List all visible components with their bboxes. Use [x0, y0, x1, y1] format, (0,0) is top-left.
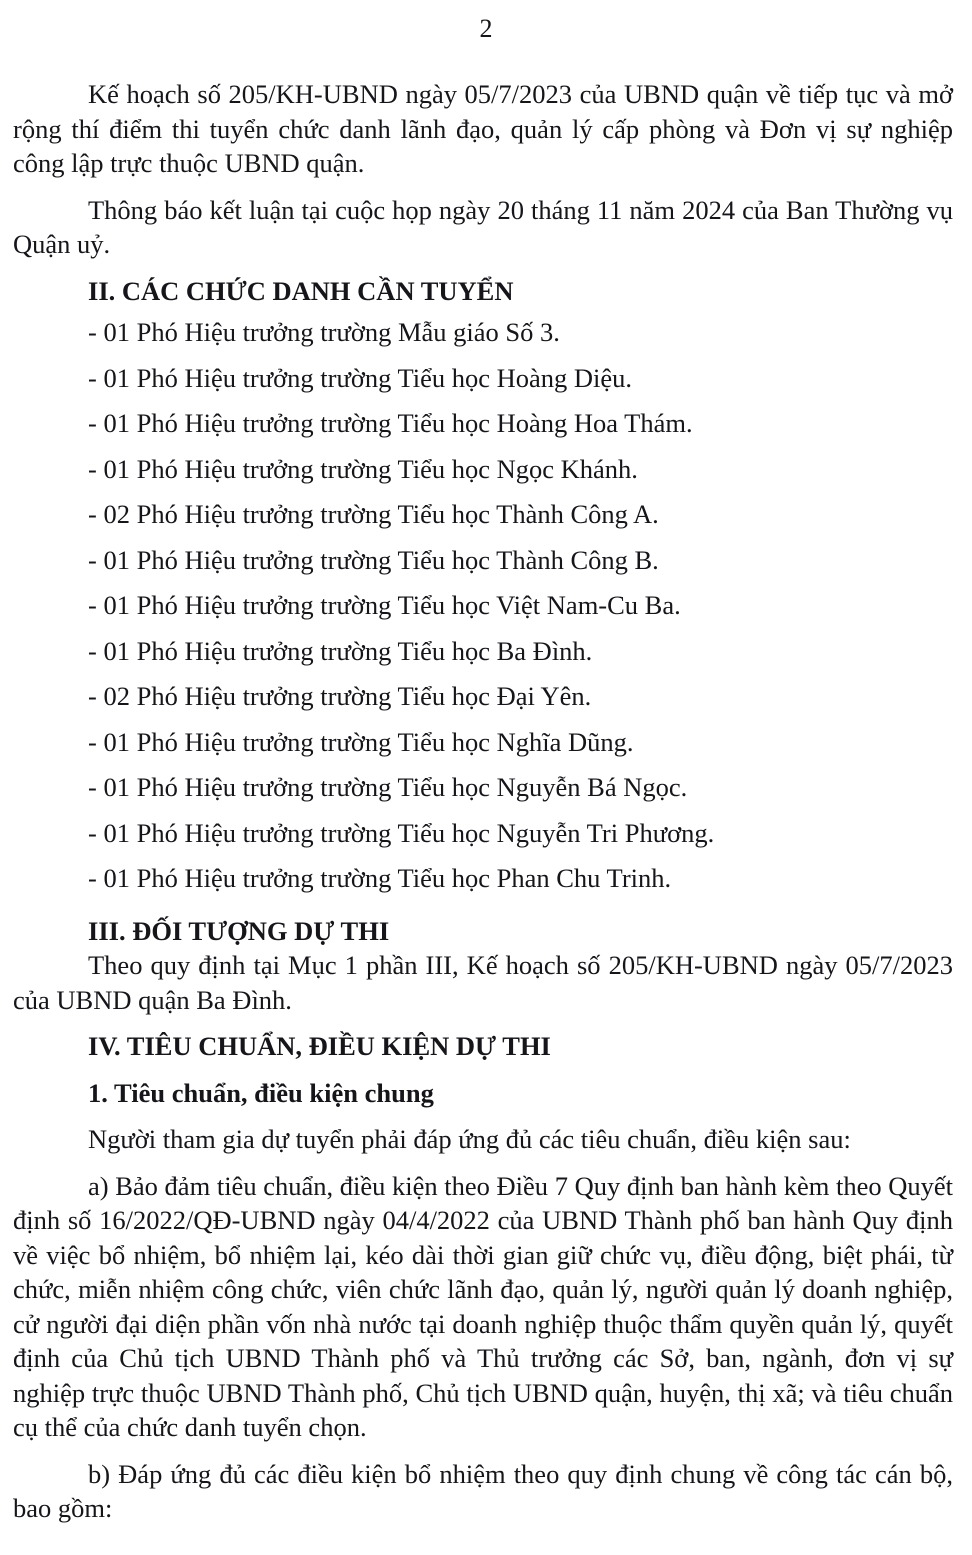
- list-item: - 01 Phó Hiệu trưởng trường Tiểu học Ngọc Khánh.: [88, 453, 638, 484]
- list-item: - 01 Phó Hiệu trưởng trường Tiểu học Nguyễn Tri Phương.: [88, 817, 715, 848]
- section-ii-heading: II. CÁC CHỨC DANH CẦN TUYỂN: [88, 275, 514, 306]
- document-body: [13, 77, 953, 1526]
- section-iii-heading: III. ĐỐI TƯỢNG DỰ THI: [88, 915, 390, 946]
- page-number: 2: [479, 14, 493, 43]
- list-item: - 02 Phó Hiệu trưởng trường Tiểu học Đại Yên.: [88, 681, 592, 711]
- intro-paragraph-notice: Thông báo kết luận tại cuộc họp ngày 20 tháng 11 năm 2024 của Ban Thường vụ Quận uỷ.: [13, 194, 953, 259]
- section-iv-paragraph-a: a) Bảo đảm tiêu chuẩn, điều kiện theo Điều 7 Quy định ban hành kèm theo Quyết định số 16/2022/QĐ-UBND ngày 04/4/2022 của UBND Thành phố ban hành Quy định về việc bổ nhiệm, bổ nhiệm lại, kéo dài thời gian giữ chức vụ, điều động, biệt phái, từ chức, miễn nhiệm công chức, viên chức lãnh đạo, quản lý, người quản lý doanh nghiệp, cử người đại diện phần vốn nhà nước tại doanh nghiệp thuộc thẩm quyền quản lý, quyết định của Chủ tịch UBND Thành phố và Thủ trưởng các Sở, ban, ngành, đơn vị sự nghiệp trực thuộc UBND Thành phố, Chủ tịch UBND quận, huyện, thị xã; và tiêu chuẩn cụ thể của chức danh tuyển chọn.: [13, 1170, 953, 1442]
- list-item: - 01 Phó Hiệu trưởng trường Tiểu học Việt Nam-Cu Ba.: [88, 590, 681, 620]
- list-item: - 01 Phó Hiệu trưởng trường Tiểu học Phan Chu Trinh.: [88, 863, 672, 893]
- list-item: - 01 Phó Hiệu trưởng trường Mẫu giáo Số 3.: [88, 317, 560, 347]
- section-iii-body: Theo quy định tại Mục 1 phần III, Kế hoạch số 205/KH-UBND ngày 05/7/2023 của UBND quận Ba Đình.: [13, 950, 953, 1015]
- list-item: - 01 Phó Hiệu trưởng trường Tiểu học Hoàng Diệu.: [88, 362, 633, 393]
- intro-paragraph-plan: Kế hoạch số 205/KH-UBND ngày 05/7/2023 của UBND quận về tiếp tục và mở rộng thí điểm thi tuyển chức danh lãnh đạo, quản lý cấp phòng và Đơn vị sự nghiệp công lập trực thuộc UBND quận.: [13, 79, 953, 178]
- list-item: - 02 Phó Hiệu trưởng trường Tiểu học Thành Công A.: [88, 499, 659, 529]
- list-item: - 01 Phó Hiệu trưởng trường Tiểu học Thành Công B.: [88, 544, 659, 575]
- list-item: - 01 Phó Hiệu trưởng trường Tiểu học Nghĩa Dũng.: [88, 726, 634, 757]
- section-iv-heading: IV. TIÊU CHUẨN, ĐIỀU KIỆN DỰ THI: [88, 1031, 551, 1061]
- position-list: [13, 310, 953, 902]
- section-iv-paragraph-b: b) Đáp ứng đủ các điều kiện bổ nhiệm theo quy định chung về công tác cán bộ, bao gồm:: [13, 1458, 953, 1523]
- section-iv-subheading: 1. Tiêu chuẩn, điều kiện chung: [88, 1077, 434, 1108]
- list-item: - 01 Phó Hiệu trưởng trường Tiểu học Nguyễn Bá Ngọc.: [88, 772, 688, 802]
- section-iv-paragraph: Người tham gia dự tuyển phải đáp ứng đủ các tiêu chuẩn, điều kiện sau:: [88, 1124, 851, 1154]
- list-item: - 01 Phó Hiệu trưởng trường Tiểu học Ba Đình.: [88, 635, 593, 666]
- list-item: - 01 Phó Hiệu trưởng trường Tiểu học Hoàng Hoa Thám.: [88, 408, 693, 438]
